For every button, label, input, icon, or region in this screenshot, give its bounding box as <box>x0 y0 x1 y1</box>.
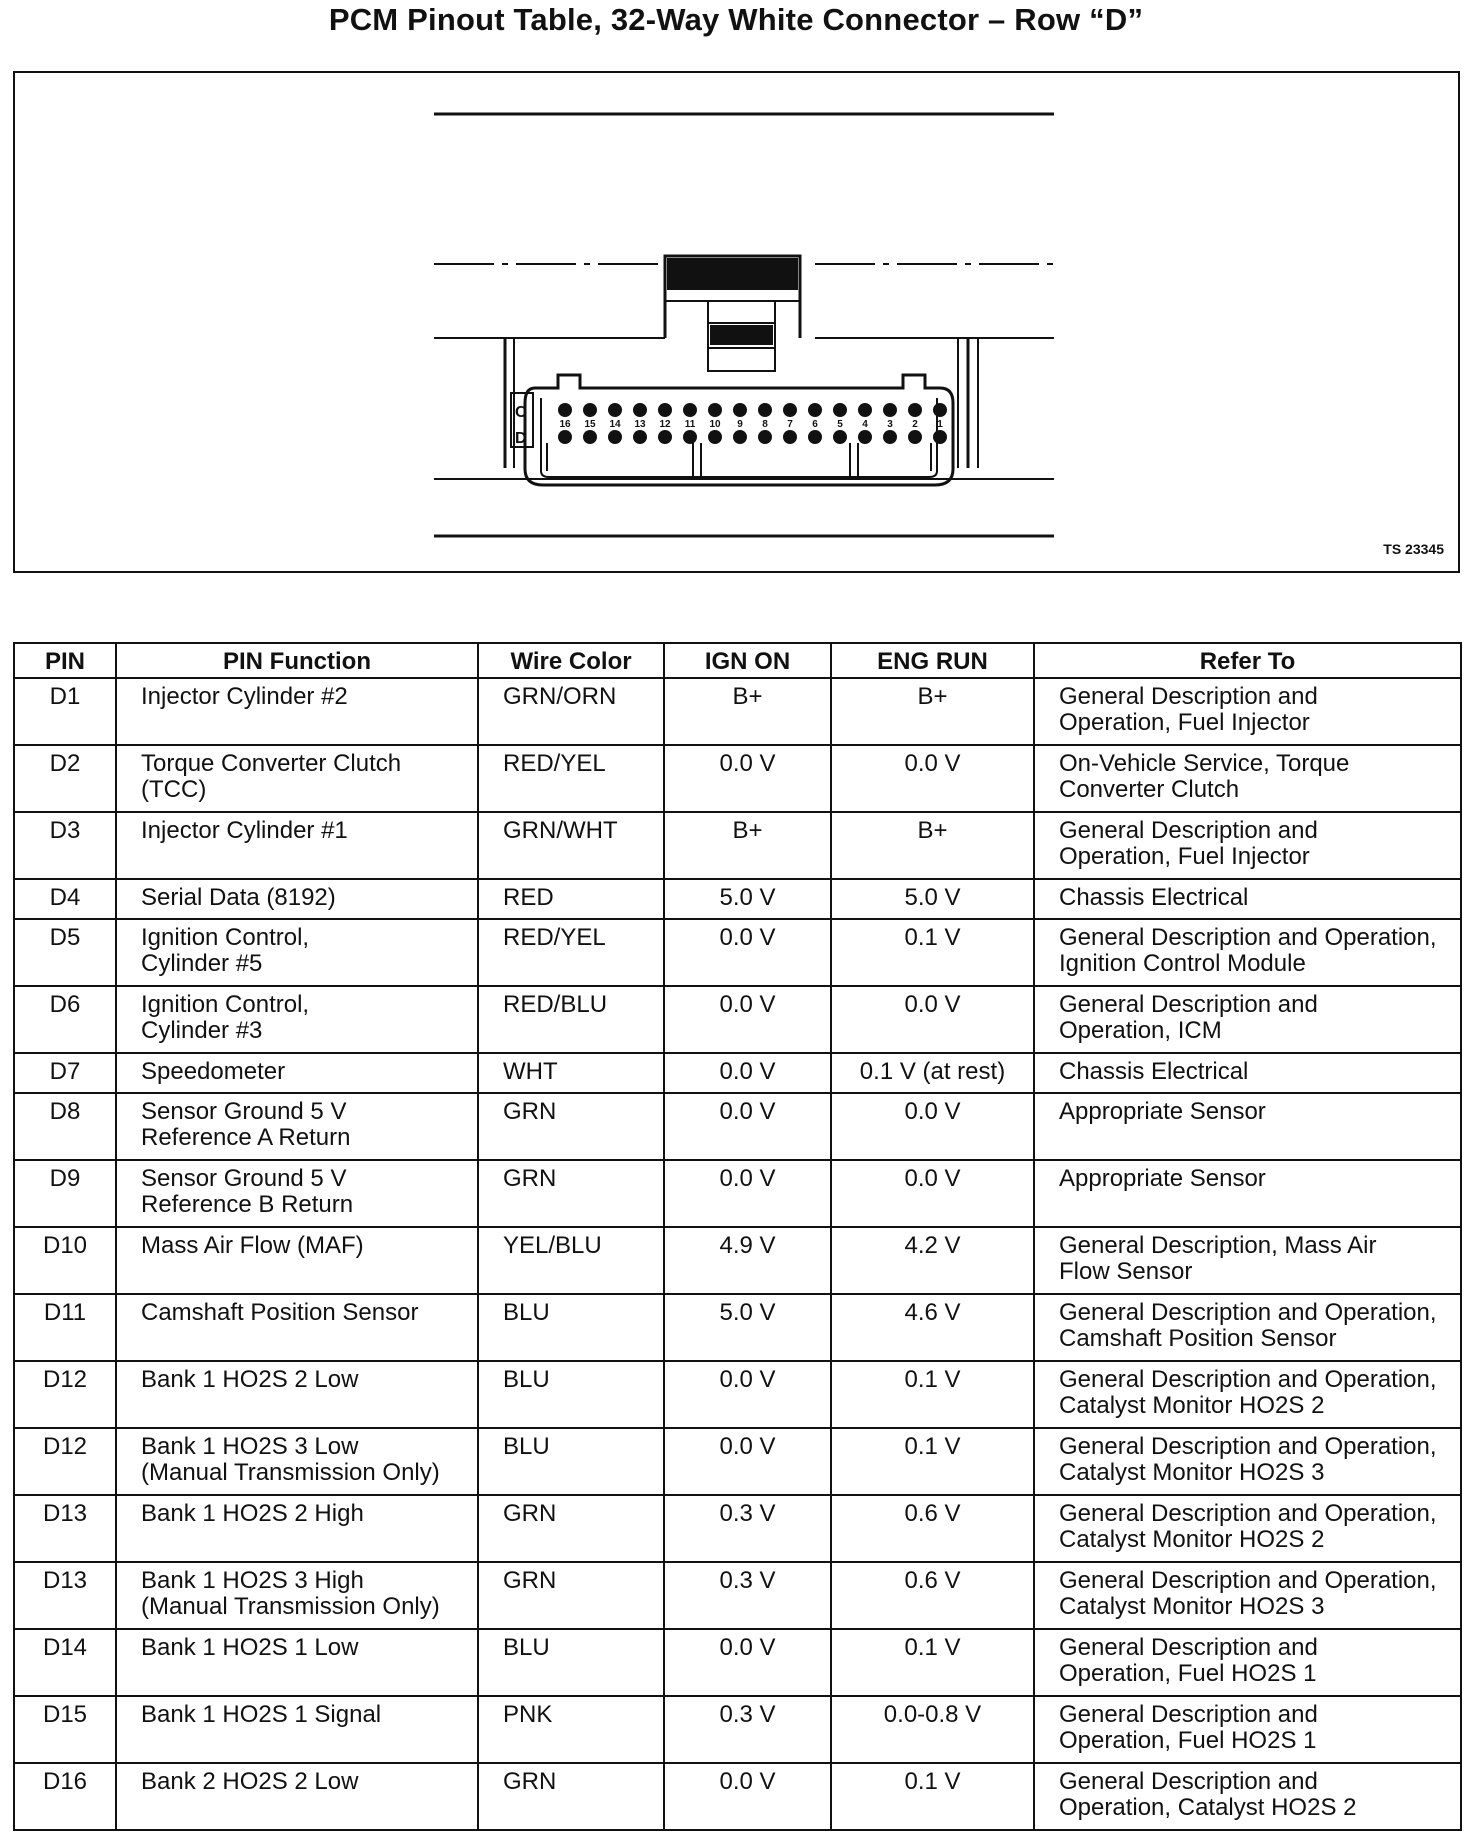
table-row <box>14 1361 1461 1428</box>
wire-color-cell <box>478 919 664 986</box>
pin-value: D10 <box>42 1232 88 1259</box>
pin-value: D12 <box>42 1433 88 1460</box>
refer-line: Appropriate Sensor <box>1059 1165 1266 1192</box>
wire-color-cell <box>478 1562 664 1629</box>
table-row <box>14 1696 1461 1763</box>
function-line: Torque Converter Clutch <box>141 750 402 777</box>
refer-line: Catalyst Monitor HO2S 3 <box>1059 1593 1325 1620</box>
function-line: Bank 1 HO2S 3 High <box>141 1567 364 1594</box>
header-wire-color: Wire Color <box>478 643 664 678</box>
function-line: Bank 1 HO2S 2 Low <box>141 1366 359 1393</box>
ign-value: 0.3 V <box>719 1500 776 1527</box>
function-line: Sensor Ground 5 V <box>141 1098 347 1125</box>
wire-color-cell <box>478 1361 664 1428</box>
wire-color-cell <box>478 1428 664 1495</box>
wire-value: GRN <box>503 1500 557 1527</box>
eng-value: 0.6 V <box>904 1500 961 1527</box>
ign-value: 0.3 V <box>719 1701 776 1728</box>
table-row <box>14 1227 1461 1294</box>
function-line: Reference A Return <box>141 1124 351 1151</box>
refer-line: General Description and Operation, <box>1059 1299 1437 1326</box>
function-line: Ignition Control, <box>141 991 310 1018</box>
pin-cell <box>14 919 116 986</box>
pin-value: D12 <box>42 1366 88 1393</box>
pin-value: D13 <box>42 1500 88 1527</box>
pinout-table <box>13 642 1462 1831</box>
eng-value: 0.0 V <box>904 1098 961 1125</box>
ign-on-cell <box>664 1495 831 1562</box>
pin-value: D2 <box>49 750 81 777</box>
wire-color-cell <box>478 1053 664 1093</box>
pin-value: D15 <box>42 1701 88 1728</box>
eng-value: 0.0-0.8 V <box>883 1701 982 1728</box>
pin-value: D1 <box>49 683 81 710</box>
refer-line: General Description and Operation, <box>1059 1500 1437 1527</box>
pin-value: D5 <box>49 924 81 951</box>
function-line: Sensor Ground 5 V <box>141 1165 347 1192</box>
ign-value: 0.0 V <box>719 1634 776 1661</box>
pin-number-label: 2 <box>912 419 918 430</box>
header-refer-to: Refer To <box>1034 643 1461 678</box>
refer-to-cell <box>1034 1053 1461 1093</box>
wire-color-cell <box>478 1160 664 1227</box>
wire-color-cell <box>478 879 664 919</box>
refer-line: Appropriate Sensor <box>1059 1098 1266 1125</box>
eng-value: 4.2 V <box>904 1232 961 1259</box>
ign-value: 5.0 V <box>719 1299 776 1326</box>
wire-color-cell <box>478 1696 664 1763</box>
pin-function-cell <box>116 1361 478 1428</box>
ign-on-cell <box>664 986 831 1053</box>
refer-line: Operation, Fuel HO2S 1 <box>1059 1660 1317 1687</box>
refer-line: Operation, ICM <box>1059 1017 1222 1044</box>
wire-value: BLU <box>503 1299 550 1326</box>
header-pin-function: PIN Function <box>116 643 478 678</box>
function-line: Serial Data (8192) <box>141 884 336 911</box>
pin-function-cell <box>116 1763 478 1830</box>
wire-value: RED/YEL <box>503 924 606 951</box>
refer-line: Chassis Electrical <box>1059 884 1249 911</box>
wire-color-cell <box>478 1629 664 1696</box>
eng-value: 0.1 V <box>904 1366 961 1393</box>
function-line: Mass Air Flow (MAF) <box>141 1232 364 1259</box>
pin-cell <box>14 1227 116 1294</box>
refer-to-cell <box>1034 986 1461 1053</box>
refer-to-cell <box>1034 1763 1461 1830</box>
page-title: PCM Pinout Table, 32-Way White Connector – Row “D” <box>328 2 1144 37</box>
ign-on-cell <box>664 1160 831 1227</box>
pin-number-label: 11 <box>684 419 696 430</box>
refer-line: General Description and Operation, <box>1059 1567 1437 1594</box>
wire-value: GRN <box>503 1165 557 1192</box>
eng-value: B+ <box>917 683 948 710</box>
wire-value: BLU <box>503 1634 550 1661</box>
pin-function-cell <box>116 1053 478 1093</box>
eng-run-cell <box>831 986 1034 1053</box>
table-row <box>14 812 1461 879</box>
eng-run-cell <box>831 919 1034 986</box>
table-row <box>14 919 1461 986</box>
eng-value: 0.6 V <box>904 1567 961 1594</box>
wire-color-cell <box>478 1227 664 1294</box>
refer-line: General Description and <box>1059 683 1318 710</box>
header-eng-run: ENG RUN <box>831 643 1034 678</box>
eng-run-cell <box>831 1160 1034 1227</box>
function-line: Bank 1 HO2S 2 High <box>141 1500 364 1527</box>
pin-cell <box>14 812 116 879</box>
eng-value: 0.1 V <box>904 1634 961 1661</box>
ign-value: B+ <box>732 683 763 710</box>
eng-run-cell <box>831 1562 1034 1629</box>
function-line: Bank 1 HO2S 1 Low <box>141 1634 359 1661</box>
wire-value: BLU <box>503 1433 550 1460</box>
refer-to-cell <box>1034 1562 1461 1629</box>
refer-line: General Description and <box>1059 1768 1318 1795</box>
pin-cell <box>14 745 116 812</box>
eng-run-cell <box>831 1361 1034 1428</box>
wire-color-cell <box>478 1294 664 1361</box>
ign-value: 0.0 V <box>719 991 776 1018</box>
pin-number-label: 8 <box>762 419 768 430</box>
pin-function-cell <box>116 986 478 1053</box>
refer-line: Operation, Fuel HO2S 1 <box>1059 1727 1317 1754</box>
pin-function-cell <box>116 1629 478 1696</box>
pin-value: D6 <box>49 991 81 1018</box>
ign-on-cell <box>664 1562 831 1629</box>
refer-to-cell <box>1034 919 1461 986</box>
refer-to-cell <box>1034 1093 1461 1160</box>
function-line: Reference B Return <box>141 1191 354 1218</box>
wire-color-cell <box>478 678 664 745</box>
function-line: Ignition Control, <box>141 924 310 951</box>
pin-value: D14 <box>42 1634 88 1661</box>
pin-number-label: 1 <box>937 419 943 430</box>
eng-run-cell <box>831 1227 1034 1294</box>
ign-on-cell <box>664 678 831 745</box>
pin-value: D4 <box>49 884 81 911</box>
refer-line: Catalyst Monitor HO2S 2 <box>1059 1526 1325 1553</box>
eng-run-cell <box>831 1495 1034 1562</box>
eng-run-cell <box>831 678 1034 745</box>
refer-to-cell <box>1034 1428 1461 1495</box>
pin-function-cell <box>116 745 478 812</box>
refer-line: General Description, Mass Air <box>1059 1232 1377 1259</box>
function-line: Bank 1 HO2S 3 Low <box>141 1433 359 1460</box>
eng-run-cell <box>831 1763 1034 1830</box>
refer-line: General Description and <box>1059 991 1318 1018</box>
refer-to-cell <box>1034 1629 1461 1696</box>
row-d-label: D <box>515 430 527 447</box>
pin-function-cell <box>116 1696 478 1763</box>
table-row <box>14 1093 1461 1160</box>
ign-on-cell <box>664 879 831 919</box>
wire-value: RED <box>503 884 554 911</box>
wire-value: YEL/BLU <box>503 1232 602 1259</box>
ign-value: 0.0 V <box>719 1098 776 1125</box>
ign-value: 0.0 V <box>719 1433 776 1460</box>
eng-run-cell <box>831 879 1034 919</box>
pin-number-label: 12 <box>659 419 671 430</box>
ign-value: 4.9 V <box>719 1232 776 1259</box>
wire-value: BLU <box>503 1366 550 1393</box>
pin-value: D13 <box>42 1567 88 1594</box>
refer-line: Flow Sensor <box>1059 1258 1193 1285</box>
table-header-row <box>14 643 1461 678</box>
function-line: Cylinder #3 <box>141 1017 263 1044</box>
eng-value: 4.6 V <box>904 1299 961 1326</box>
table-row <box>14 1495 1461 1562</box>
refer-to-cell <box>1034 745 1461 812</box>
refer-line: Operation, Fuel Injector <box>1059 843 1310 870</box>
pin-number-label: 6 <box>812 419 818 430</box>
function-line: (TCC) <box>141 776 207 803</box>
wire-value: PNK <box>503 1701 553 1728</box>
table-row <box>14 1562 1461 1629</box>
pin-cell <box>14 1053 116 1093</box>
pin-value: D8 <box>49 1098 81 1125</box>
pin-function-cell <box>116 1428 478 1495</box>
eng-run-cell <box>831 1629 1034 1696</box>
refer-line: General Description and Operation, <box>1059 924 1437 951</box>
refer-line: General Description and <box>1059 1634 1318 1661</box>
pin-number-label: 4 <box>862 419 868 430</box>
table-row <box>14 1053 1461 1093</box>
pin-function-cell <box>116 812 478 879</box>
refer-line: Catalyst Monitor HO2S 2 <box>1059 1392 1325 1419</box>
ign-on-cell <box>664 1696 831 1763</box>
pin-function-cell <box>116 1160 478 1227</box>
ign-on-cell <box>664 1629 831 1696</box>
wire-value: GRN/ORN <box>503 683 617 710</box>
eng-run-cell <box>831 745 1034 812</box>
pin-number-label: 7 <box>787 419 793 430</box>
refer-line: Operation, Catalyst HO2S 2 <box>1059 1794 1357 1821</box>
ign-on-cell <box>664 919 831 986</box>
table-row <box>14 986 1461 1053</box>
eng-value: 0.1 V <box>904 924 961 951</box>
pin-cell <box>14 1495 116 1562</box>
eng-run-cell <box>831 1093 1034 1160</box>
pin-number-label: 10 <box>709 419 721 430</box>
pin-value: D11 <box>43 1299 87 1326</box>
wire-value: GRN <box>503 1768 557 1795</box>
pin-function-cell <box>116 1093 478 1160</box>
function-line: Injector Cylinder #1 <box>141 817 348 844</box>
pin-cell <box>14 1763 116 1830</box>
wire-color-cell <box>478 812 664 879</box>
pin-cell <box>14 678 116 745</box>
wire-color-cell <box>478 1495 664 1562</box>
eng-value: 0.1 V <box>904 1768 961 1795</box>
eng-value: 5.0 V <box>904 884 961 911</box>
refer-line: Chassis Electrical <box>1059 1058 1249 1085</box>
connector-diagram <box>15 73 1462 575</box>
wire-color-cell <box>478 1093 664 1160</box>
eng-value: 0.0 V <box>904 750 961 777</box>
refer-line: Converter Clutch <box>1059 776 1240 803</box>
header-pin: PIN <box>14 643 116 678</box>
wire-value: GRN <box>503 1098 557 1125</box>
function-line: (Manual Transmission Only) <box>141 1459 440 1486</box>
table-row <box>14 1428 1461 1495</box>
pin-function-cell <box>116 879 478 919</box>
wire-value: GRN <box>503 1567 557 1594</box>
eng-value: 0.0 V <box>904 1165 961 1192</box>
table-row <box>14 678 1461 745</box>
pin-function-cell <box>116 919 478 986</box>
wire-value: RED/YEL <box>503 750 606 777</box>
pin-number-label: 16 <box>559 419 571 430</box>
ign-value: 0.0 V <box>719 750 776 777</box>
table-row <box>14 879 1461 919</box>
function-line: Speedometer <box>141 1058 286 1085</box>
eng-value: B+ <box>917 817 948 844</box>
pin-function-cell <box>116 678 478 745</box>
refer-to-cell <box>1034 812 1461 879</box>
refer-to-cell <box>1034 678 1461 745</box>
ign-value: 0.0 V <box>719 1768 776 1795</box>
function-line: Bank 2 HO2S 2 Low <box>141 1768 359 1795</box>
pin-cell <box>14 986 116 1053</box>
refer-line: General Description and Operation, <box>1059 1366 1437 1393</box>
eng-run-cell <box>831 1053 1034 1093</box>
pin-value: D9 <box>49 1165 81 1192</box>
table-row <box>14 1160 1461 1227</box>
wire-value: WHT <box>503 1058 558 1085</box>
refer-line: On-Vehicle Service, Torque <box>1059 750 1350 777</box>
ign-on-cell <box>664 1361 831 1428</box>
ign-on-cell <box>664 1227 831 1294</box>
function-line: Cylinder #5 <box>141 950 263 977</box>
pin-cell <box>14 1562 116 1629</box>
ign-value: 5.0 V <box>719 884 776 911</box>
function-line: Injector Cylinder #2 <box>141 683 348 710</box>
eng-run-cell <box>831 1294 1034 1361</box>
connector-figure <box>13 71 1460 573</box>
refer-to-cell <box>1034 1160 1461 1227</box>
pin-value: D16 <box>42 1768 88 1795</box>
pin-number-label: 9 <box>737 419 743 430</box>
refer-line: Camshaft Position Sensor <box>1059 1325 1337 1352</box>
refer-to-cell <box>1034 1294 1461 1361</box>
pin-cell <box>14 1294 116 1361</box>
refer-to-cell <box>1034 879 1461 919</box>
ign-value: 0.0 V <box>719 1058 776 1085</box>
wire-color-cell <box>478 986 664 1053</box>
refer-line: General Description and <box>1059 817 1318 844</box>
wire-value: RED/BLU <box>503 991 608 1018</box>
ign-on-cell <box>664 1093 831 1160</box>
ign-value: B+ <box>732 817 763 844</box>
refer-line: General Description and <box>1059 1701 1318 1728</box>
ign-value: 0.0 V <box>719 924 776 951</box>
ign-on-cell <box>664 1294 831 1361</box>
pin-function-cell <box>116 1562 478 1629</box>
eng-value: 0.0 V <box>904 991 961 1018</box>
eng-value: 0.1 V (at rest) <box>859 1058 1006 1085</box>
table-row <box>14 1294 1461 1361</box>
eng-run-cell <box>831 812 1034 879</box>
ign-on-cell <box>664 1428 831 1495</box>
pin-cell <box>14 1093 116 1160</box>
pin-cell <box>14 1428 116 1495</box>
table-row <box>14 1629 1461 1696</box>
pin-function-cell <box>116 1294 478 1361</box>
header-ign-on: IGN ON <box>664 643 831 678</box>
function-line: Camshaft Position Sensor <box>141 1299 419 1326</box>
pin-cell <box>14 1696 116 1763</box>
refer-to-cell <box>1034 1696 1461 1763</box>
wire-value: GRN/WHT <box>503 817 618 844</box>
refer-to-cell <box>1034 1361 1461 1428</box>
ign-value: 0.0 V <box>719 1366 776 1393</box>
ign-on-cell <box>664 1763 831 1830</box>
pin-function-cell <box>116 1495 478 1562</box>
eng-run-cell <box>831 1696 1034 1763</box>
pin-cell <box>14 879 116 919</box>
wire-color-cell <box>478 745 664 812</box>
table-row <box>14 1763 1461 1830</box>
pin-cell <box>14 1629 116 1696</box>
refer-line: Ignition Control Module <box>1059 950 1306 977</box>
refer-line: Operation, Fuel Injector <box>1059 709 1310 736</box>
figure-id: TS 23345 <box>1383 541 1444 557</box>
row-c-label: C <box>515 404 527 421</box>
ign-value: 0.0 V <box>719 1165 776 1192</box>
pin-function-cell <box>116 1227 478 1294</box>
wire-color-cell <box>478 1763 664 1830</box>
table-row <box>14 745 1461 812</box>
refer-to-cell <box>1034 1495 1461 1562</box>
pin-cell <box>14 1160 116 1227</box>
refer-to-cell <box>1034 1227 1461 1294</box>
ign-on-cell <box>664 745 831 812</box>
pin-number-label: 5 <box>837 419 843 430</box>
ign-value: 0.3 V <box>719 1567 776 1594</box>
ign-on-cell <box>664 1053 831 1093</box>
refer-line: General Description and Operation, <box>1059 1433 1437 1460</box>
pin-number-label: 15 <box>584 419 596 430</box>
pin-number-label: 3 <box>887 419 893 430</box>
refer-line: Catalyst Monitor HO2S 3 <box>1059 1459 1325 1486</box>
pin-cell <box>14 1361 116 1428</box>
ign-on-cell <box>664 812 831 879</box>
pin-number-label: 14 <box>609 419 621 430</box>
pin-number-label: 13 <box>634 419 646 430</box>
pin-value: D3 <box>49 817 81 844</box>
eng-run-cell <box>831 1428 1034 1495</box>
function-line: (Manual Transmission Only) <box>141 1593 440 1620</box>
function-line: Bank 1 HO2S 1 Signal <box>141 1701 382 1728</box>
pin-value: D7 <box>49 1058 81 1085</box>
eng-value: 0.1 V <box>904 1433 961 1460</box>
